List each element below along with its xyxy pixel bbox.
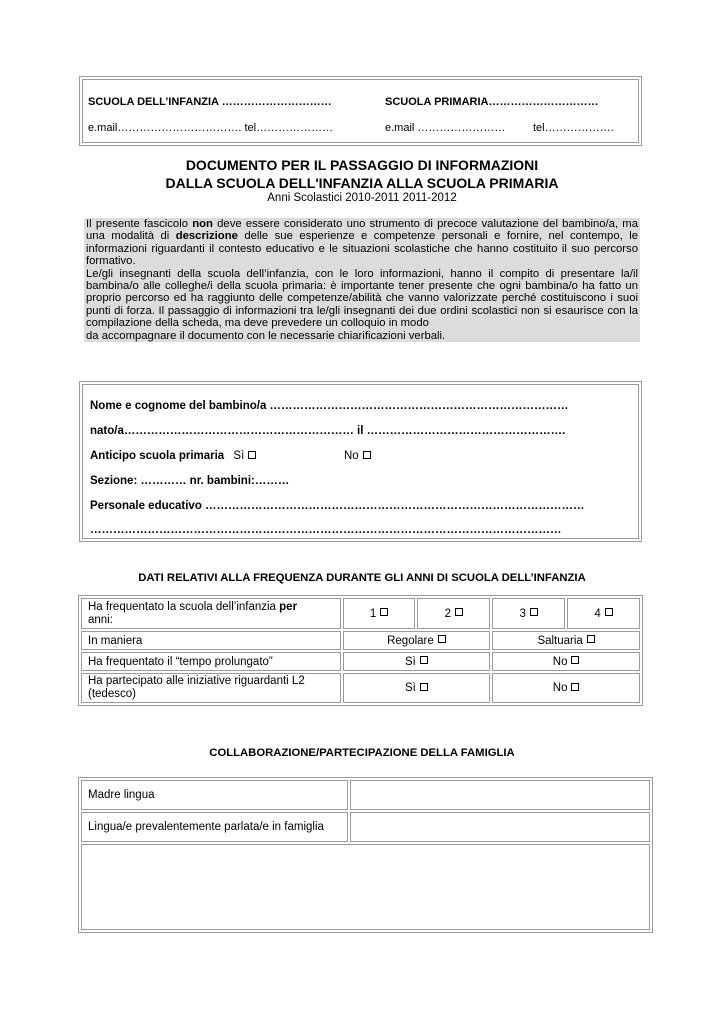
extended-time-si-option[interactable]: Sì: [343, 652, 491, 671]
year-3-checkbox[interactable]: [530, 608, 538, 616]
extended-time-si-checkbox[interactable]: [420, 656, 428, 664]
year-1-checkbox[interactable]: [380, 608, 388, 616]
anticipo-si-checkbox[interactable]: [248, 451, 256, 459]
year-1-option[interactable]: 1: [343, 598, 416, 629]
primaria-tel: tel……………….: [533, 122, 614, 134]
manner-label: In maniera: [81, 631, 341, 650]
table-row: [81, 844, 650, 930]
anticipo-label: Anticipo scuola primaria: [90, 450, 225, 462]
table-row: [81, 598, 640, 629]
saltuaria-option[interactable]: Saltuaria: [492, 631, 640, 650]
family-language-field[interactable]: [350, 812, 650, 842]
document-title-line2: DALLA SCUOLA DELL'INFANZIA ALLA SCUOLA PRIMARIA: [165, 175, 559, 191]
intro-paragraph-2-end: da accompagnare il documento con le necessarie chiarificazioni verbali.: [86, 329, 446, 342]
staff-field-continuation[interactable]: ……………………………………………………………………………………………………………: [90, 524, 562, 536]
frequency-section-title: DATI RELATIVI ALLA FREQUENZA DURANTE GLI ANNI DI SCUOLA DELL’INFANZIA: [138, 572, 586, 584]
l2-si-option[interactable]: Sì: [343, 673, 491, 703]
section-field[interactable]: Sezione: ………… nr. bambini:………: [90, 475, 290, 487]
l2-si-checkbox[interactable]: [420, 683, 428, 691]
anticipo-no-label: No: [344, 450, 359, 462]
intro-text: [84, 218, 640, 342]
primaria-label: SCUOLA PRIMARIA…………………………: [385, 96, 599, 108]
child-name-field[interactable]: Nome e cognome del bambino/a ……………………………………………………………………: [90, 400, 569, 412]
anticipo-no-checkbox[interactable]: [363, 451, 371, 459]
table-row: [81, 780, 650, 810]
year-3-option[interactable]: 3: [492, 598, 565, 629]
school-years-subtitle: Anni Scolastici 2010-2011 2011-2012: [267, 192, 457, 204]
infanzia-label: SCUOLA DELL’INFANZIA …………………………: [88, 96, 332, 108]
mother-tongue-label: Madre lingua: [81, 780, 348, 810]
table-row: [81, 652, 640, 671]
year-4-option[interactable]: 4: [567, 598, 640, 629]
l2-no-checkbox[interactable]: [571, 683, 579, 691]
regolare-checkbox[interactable]: [438, 635, 446, 643]
mother-tongue-field[interactable]: [350, 780, 650, 810]
years-attended-label: Ha frequentato la scuola dell’infanzia per anni:: [81, 598, 341, 629]
extended-time-no-option[interactable]: No: [492, 652, 640, 671]
child-info-inner: [82, 384, 639, 539]
birth-field[interactable]: nato/a…………………………………………………… il …………………………………………….: [90, 425, 566, 437]
anticipo-si-label: Sì: [233, 450, 245, 462]
anticipo-no-option: [344, 450, 371, 462]
intro-paragraph-1: Il presente fascicolo non deve essere considerato uno strumento di precoce valutazione del bambino/a, ma una modalità di descrizione delle sue esperienze e competenze personali e fornire, nel contempo, le informazioni riguardanti il contesto educativo e le situazioni scolastiche che hanno costituito il suo percorso formativo.: [86, 218, 638, 268]
extended-time-label: Ha frequentato il “tempo prolungato”: [81, 652, 341, 671]
saltuaria-checkbox[interactable]: [587, 635, 595, 643]
staff-field[interactable]: Personale educativo ………………………………………………………………………………………: [90, 500, 585, 512]
infanzia-contact: e.mail……………………………. tel…………………: [88, 122, 334, 134]
table-row: [81, 631, 640, 650]
school-header-box: [79, 76, 642, 146]
regolare-option[interactable]: Regolare: [343, 631, 491, 650]
child-info-box: [79, 381, 642, 542]
family-section-title: COLLABORAZIONE/PARTECIPAZIONE DELLA FAMIGLIA: [209, 747, 515, 759]
table-row: [81, 812, 650, 842]
year-2-option[interactable]: 2: [417, 598, 490, 629]
family-table: [78, 777, 653, 933]
table-row: [81, 673, 640, 703]
school-header-inner: [82, 79, 639, 143]
l2-label: Ha partecipato alle iniziative riguardanti L2 (tedesco): [81, 673, 341, 703]
extended-time-no-checkbox[interactable]: [571, 656, 579, 664]
primaria-email: e.mail ……………………: [385, 122, 506, 134]
intro-paragraph-2: Le/gli insegnanti della scuola dell’infanzia, con le loro informazioni, hanno il compito di presentare la/il bambina/o alle colleghe/i della scuola primaria: è importante tener presente che ogni bambina/o ha fatto un proprio percorso ed ha raggiunto delle competenze/abilità che vanno valorizzate perché costituiscono i suoi punti di forza. Il passaggio di informazioni tra le/gli insegnanti dei due ordini scolastici non si esaurisce con la compilazione della scheda, ma deve prevedere un colloquio in modo: [86, 267, 638, 330]
l2-no-option[interactable]: No: [492, 673, 640, 703]
family-notes-field[interactable]: [81, 844, 650, 930]
year-4-checkbox[interactable]: [605, 608, 613, 616]
frequency-table: [78, 595, 643, 706]
anticipo-row: [90, 450, 359, 462]
year-2-checkbox[interactable]: [455, 608, 463, 616]
document-title-line1: DOCUMENTO PER IL PASSAGGIO DI INFORMAZIONI: [185, 157, 539, 173]
family-language-label: Lingua/e prevalentemente parlata/e in famiglia: [81, 812, 348, 842]
